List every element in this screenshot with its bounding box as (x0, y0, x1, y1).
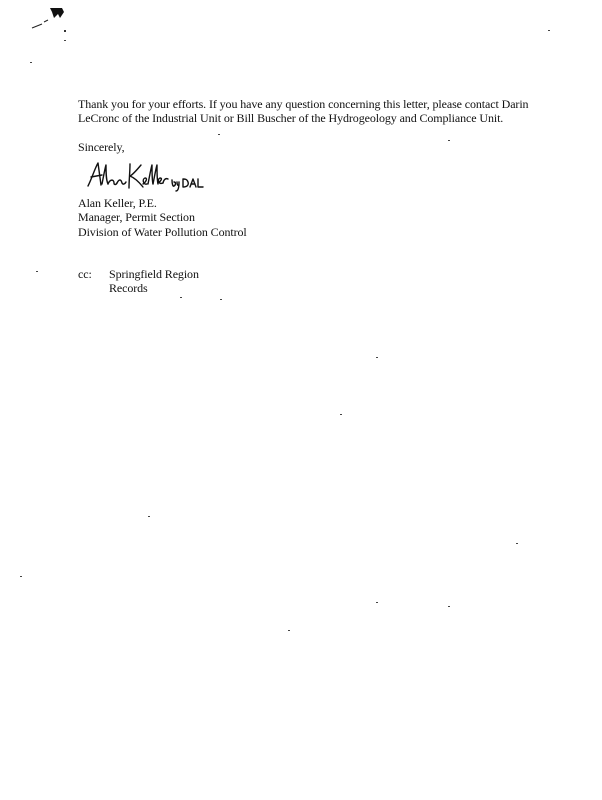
scan-speck (218, 134, 220, 135)
scan-speck (20, 576, 22, 577)
scan-speck (30, 62, 32, 63)
scan-speck (288, 630, 290, 631)
signer-division: Division of Water Pollution Control (78, 225, 247, 239)
scan-speck (36, 271, 38, 272)
scan-speck (148, 516, 150, 517)
scan-artifact-mark (28, 6, 72, 36)
scan-speck (340, 414, 342, 415)
signer-title: Manager, Permit Section (78, 210, 195, 224)
cc-recipient: Springfield Region (109, 267, 199, 281)
scan-speck (376, 357, 378, 358)
scan-speck (448, 140, 450, 141)
closing-salutation: Sincerely, (78, 140, 125, 154)
letter-body-line-2: LeCronc of the Industrial Unit or Bill Buscher of the Hydrogeology and Compliance Unit. (78, 111, 504, 125)
scan-speck (220, 299, 222, 300)
scan-speck (376, 602, 378, 603)
handwritten-signature (86, 160, 206, 192)
scan-speck (448, 606, 450, 607)
letter-body-line-1: Thank you for your efforts. If you have any question concerning this letter, please contact Darin (78, 97, 529, 111)
cc-recipient: Records (109, 281, 148, 295)
signer-name: Alan Keller, P.E. (78, 196, 157, 210)
cc-label: cc: (78, 267, 92, 281)
scan-speck (180, 297, 182, 298)
scan-speck (64, 40, 66, 41)
scan-speck (516, 543, 518, 544)
scan-speck (548, 30, 550, 31)
